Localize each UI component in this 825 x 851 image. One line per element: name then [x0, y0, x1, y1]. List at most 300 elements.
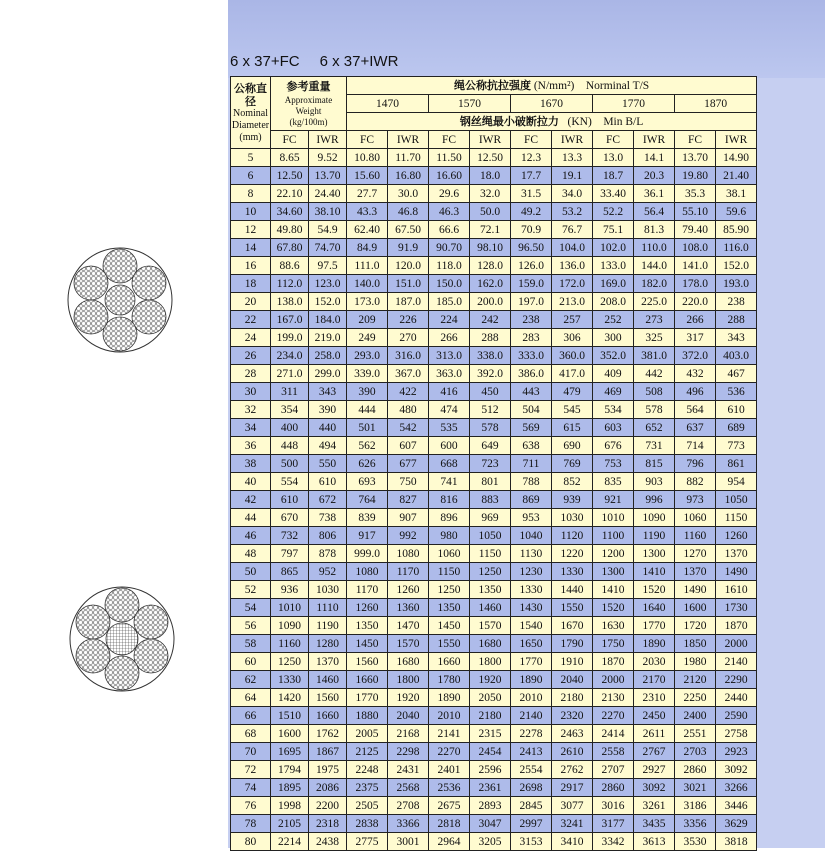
value-cell: 952	[309, 563, 347, 581]
value-cell: 317	[675, 329, 716, 347]
value-cell: 444	[347, 401, 388, 419]
value-cell: 3613	[634, 833, 675, 851]
value-cell: 1450	[347, 635, 388, 653]
value-cell: 2005	[347, 725, 388, 743]
value-cell: 2917	[552, 779, 593, 797]
value-cell: 936	[271, 581, 309, 599]
value-cell: 1980	[675, 653, 716, 671]
value-cell: 2675	[429, 797, 470, 815]
value-cell: 1190	[634, 527, 675, 545]
value-cell: 1440	[552, 581, 593, 599]
value-cell: 252	[593, 311, 634, 329]
value-cell: 110.0	[634, 239, 675, 257]
value-cell: 416	[429, 383, 470, 401]
value-cell: 13.3	[552, 149, 593, 167]
value-cell: 2130	[593, 689, 634, 707]
value-cell: 1890	[429, 689, 470, 707]
value-cell: 403.0	[716, 347, 757, 365]
value-cell: 1010	[271, 599, 309, 617]
value-cell: 209	[347, 311, 388, 329]
value-cell: 1520	[593, 599, 634, 617]
fc-header: FC	[429, 131, 470, 149]
value-cell: 2923	[716, 743, 757, 761]
value-cell: 723	[470, 455, 511, 473]
diameter-cell: 70	[231, 743, 271, 761]
table-row	[231, 491, 757, 509]
value-cell: 133.0	[593, 257, 634, 275]
value-cell: 35.3	[675, 185, 716, 203]
value-cell: 1790	[552, 635, 593, 653]
value-cell: 1250	[470, 563, 511, 581]
weight-header-cn: 参考重量	[286, 80, 331, 93]
value-cell: 2698	[511, 779, 552, 797]
value-cell: 24.40	[309, 185, 347, 203]
value-cell: 1060	[675, 509, 716, 527]
value-cell: 1360	[388, 599, 429, 617]
value-cell: 1430	[511, 599, 552, 617]
value-cell: 1150	[716, 509, 757, 527]
value-cell: 10.80	[347, 149, 388, 167]
value-cell: 2463	[552, 725, 593, 743]
value-cell: 123.0	[309, 275, 347, 293]
value-cell: 1770	[511, 653, 552, 671]
value-cell: 59.6	[716, 203, 757, 221]
value-cell: 1350	[429, 599, 470, 617]
value-cell: 534	[593, 401, 634, 419]
value-cell: 2140	[716, 653, 757, 671]
value-cell: 372.0	[675, 347, 716, 365]
value-cell: 184.0	[309, 311, 347, 329]
weight-header-en: Approximate Weight	[284, 95, 333, 116]
value-cell: 151.0	[388, 275, 429, 293]
value-cell: 610	[309, 473, 347, 491]
diameter-cell: 80	[231, 833, 271, 851]
value-cell: 367.0	[388, 365, 429, 383]
value-cell: 535	[429, 419, 470, 437]
table-row	[231, 401, 757, 419]
value-cell: 390	[309, 401, 347, 419]
value-cell: 903	[634, 473, 675, 491]
value-cell: 1550	[552, 599, 593, 617]
value-cell: 474	[429, 401, 470, 419]
weight-header-unit: (kg/100m)	[289, 117, 328, 127]
value-cell: 711	[511, 455, 552, 473]
tensile-header-cn: 绳公称抗拉强度	[453, 78, 531, 92]
value-cell: 2125	[347, 743, 388, 761]
value-cell: 1560	[309, 689, 347, 707]
value-cell: 1280	[309, 635, 347, 653]
value-cell: 2860	[675, 761, 716, 779]
value-cell: 467	[716, 365, 757, 383]
value-cell: 769	[552, 455, 593, 473]
value-cell: 816	[429, 491, 470, 509]
value-cell: 2767	[634, 743, 675, 761]
diameter-cell: 54	[231, 599, 271, 617]
value-cell: 2708	[388, 797, 429, 815]
value-cell: 1420	[271, 689, 309, 707]
value-cell: 500	[271, 455, 309, 473]
diameter-cell: 42	[231, 491, 271, 509]
value-cell: 1720	[675, 617, 716, 635]
value-cell: 2860	[593, 779, 634, 797]
value-cell: 1680	[388, 653, 429, 671]
value-cell: 442	[634, 365, 675, 383]
value-cell: 1570	[388, 635, 429, 653]
table-row	[231, 311, 757, 329]
value-cell: 14.90	[716, 149, 757, 167]
value-cell: 693	[347, 473, 388, 491]
value-cell: 861	[716, 455, 757, 473]
value-cell: 882	[675, 473, 716, 491]
value-cell: 917	[347, 527, 388, 545]
value-cell: 1350	[347, 617, 388, 635]
value-cell: 16.80	[388, 167, 429, 185]
table-row	[231, 257, 757, 275]
value-cell: 19.1	[552, 167, 593, 185]
value-cell: 257	[552, 311, 593, 329]
value-cell: 668	[429, 455, 470, 473]
value-cell: 677	[388, 455, 429, 473]
value-cell: 1050	[716, 491, 757, 509]
value-cell: 562	[347, 437, 388, 455]
header-row-tensile	[231, 77, 757, 95]
value-cell: 1370	[309, 653, 347, 671]
fc-header: FC	[511, 131, 552, 149]
value-cell: 2170	[634, 671, 675, 689]
value-cell: 21.40	[716, 167, 757, 185]
value-cell: 2315	[470, 725, 511, 743]
value-cell: 75.1	[593, 221, 634, 239]
value-cell: 1867	[309, 743, 347, 761]
diameter-header-en: Nominal Diameter (mm)	[231, 107, 270, 143]
diameter-cell: 10	[231, 203, 271, 221]
diameter-cell: 68	[231, 725, 271, 743]
value-cell: 84.9	[347, 239, 388, 257]
value-cell: 1150	[429, 563, 470, 581]
value-cell: 2611	[634, 725, 675, 743]
iwr-header: IWR	[634, 131, 675, 149]
value-cell: 773	[716, 437, 757, 455]
value-cell: 144.0	[634, 257, 675, 275]
breaking-load-table	[230, 76, 757, 851]
value-cell: 504	[511, 401, 552, 419]
value-cell: 615	[552, 419, 593, 437]
value-cell: 2214	[271, 833, 309, 851]
value-cell: 213.0	[552, 293, 593, 311]
value-cell: 49.80	[271, 221, 309, 239]
value-cell: 333.0	[511, 347, 552, 365]
value-cell: 208.0	[593, 293, 634, 311]
diameter-cell: 36	[231, 437, 271, 455]
value-cell: 38.1	[716, 185, 757, 203]
value-cell: 200.0	[470, 293, 511, 311]
value-cell: 8.65	[271, 149, 309, 167]
value-cell: 354	[271, 401, 309, 419]
value-cell: 1490	[716, 563, 757, 581]
value-cell: 921	[593, 491, 634, 509]
value-cell: 450	[470, 383, 511, 401]
value-cell: 339.0	[347, 365, 388, 383]
value-cell: 2440	[716, 689, 757, 707]
value-cell: 536	[716, 383, 757, 401]
value-cell: 1794	[271, 761, 309, 779]
value-cell: 66.6	[429, 221, 470, 239]
diameter-cell: 5	[231, 149, 271, 167]
value-cell: 15.60	[347, 167, 388, 185]
value-cell: 96.50	[511, 239, 552, 257]
value-cell: 152.0	[309, 293, 347, 311]
diameter-cell: 50	[231, 563, 271, 581]
value-cell: 74.70	[309, 239, 347, 257]
value-cell: 2318	[309, 815, 347, 833]
table-row	[231, 617, 757, 635]
value-cell: 2000	[716, 635, 757, 653]
value-cell: 17.7	[511, 167, 552, 185]
value-cell: 610	[716, 401, 757, 419]
value-cell: 293.0	[347, 347, 388, 365]
value-cell: 2000	[593, 671, 634, 689]
diameter-cell: 22	[231, 311, 271, 329]
value-cell: 352.0	[593, 347, 634, 365]
value-cell: 1250	[271, 653, 309, 671]
table-row	[231, 599, 757, 617]
tensile-header-unit: (N/mm²)	[533, 79, 575, 92]
table-row	[231, 347, 757, 365]
rope-cross-section-fc-icon	[66, 246, 174, 354]
value-cell: 11.70	[388, 149, 429, 167]
value-cell: 1330	[511, 581, 552, 599]
value-cell: 283	[511, 329, 552, 347]
header-row-types	[231, 131, 757, 149]
value-cell: 70.9	[511, 221, 552, 239]
value-cell: 839	[347, 509, 388, 527]
value-cell: 797	[271, 545, 309, 563]
value-cell: 120.0	[388, 257, 429, 275]
value-cell: 1570	[470, 617, 511, 635]
value-cell: 690	[552, 437, 593, 455]
value-cell: 1080	[388, 545, 429, 563]
value-cell: 806	[309, 527, 347, 545]
value-cell: 1670	[552, 617, 593, 635]
value-cell: 1170	[388, 563, 429, 581]
value-cell: 3366	[388, 815, 429, 833]
table-row	[231, 455, 757, 473]
value-cell: 554	[271, 473, 309, 491]
value-cell: 2180	[552, 689, 593, 707]
value-cell: 2030	[634, 653, 675, 671]
value-cell: 835	[593, 473, 634, 491]
diameter-header	[231, 77, 271, 149]
diameter-cell: 52	[231, 581, 271, 599]
value-cell: 2964	[429, 833, 470, 851]
value-cell: 550	[309, 455, 347, 473]
value-cell: 392.0	[470, 365, 511, 383]
value-cell: 33.40	[593, 185, 634, 203]
value-cell: 3186	[675, 797, 716, 815]
value-cell: 14.1	[634, 149, 675, 167]
value-cell: 1540	[511, 617, 552, 635]
table-row	[231, 797, 757, 815]
value-cell: 2431	[388, 761, 429, 779]
table-row	[231, 167, 757, 185]
value-cell: 2040	[388, 707, 429, 725]
value-cell: 159.0	[511, 275, 552, 293]
value-cell: 1770	[347, 689, 388, 707]
value-cell: 2838	[347, 815, 388, 833]
diameter-cell: 14	[231, 239, 271, 257]
value-cell: 3266	[716, 779, 757, 797]
value-cell: 1260	[388, 581, 429, 599]
value-cell: 2997	[511, 815, 552, 833]
value-cell: 3016	[593, 797, 634, 815]
value-cell: 626	[347, 455, 388, 473]
grade-header: 1770	[593, 95, 675, 113]
iwr-header: IWR	[309, 131, 347, 149]
value-cell: 2141	[429, 725, 470, 743]
table-row	[231, 185, 757, 203]
value-cell: 91.9	[388, 239, 429, 257]
table-row	[231, 221, 757, 239]
value-cell: 162.0	[470, 275, 511, 293]
value-cell: 2818	[429, 815, 470, 833]
value-cell: 72.1	[470, 221, 511, 239]
value-cell: 3241	[552, 815, 593, 833]
value-cell: 869	[511, 491, 552, 509]
value-cell: 2180	[470, 707, 511, 725]
diameter-cell: 12	[231, 221, 271, 239]
value-cell: 1160	[271, 635, 309, 653]
value-cell: 27.7	[347, 185, 388, 203]
value-cell: 2105	[271, 815, 309, 833]
value-cell: 1010	[593, 509, 634, 527]
value-cell: 306	[552, 329, 593, 347]
value-cell: 1270	[675, 545, 716, 563]
weight-header	[271, 77, 347, 131]
value-cell: 1660	[429, 653, 470, 671]
value-cell: 607	[388, 437, 429, 455]
value-cell: 3177	[593, 815, 634, 833]
value-cell: 2270	[429, 743, 470, 761]
value-cell: 178.0	[675, 275, 716, 293]
table-row	[231, 239, 757, 257]
value-cell: 12.50	[470, 149, 511, 167]
value-cell: 67.50	[388, 221, 429, 239]
value-cell: 88.6	[271, 257, 309, 275]
value-cell: 1850	[675, 635, 716, 653]
value-cell: 2758	[716, 725, 757, 743]
value-cell: 2140	[511, 707, 552, 725]
value-cell: 49.2	[511, 203, 552, 221]
value-cell: 3001	[388, 833, 429, 851]
value-cell: 140.0	[347, 275, 388, 293]
value-cell: 3047	[470, 815, 511, 833]
value-cell: 266	[429, 329, 470, 347]
table-row	[231, 275, 757, 293]
value-cell: 102.0	[593, 239, 634, 257]
value-cell: 1050	[470, 527, 511, 545]
value-cell: 1150	[470, 545, 511, 563]
value-cell: 1410	[634, 563, 675, 581]
value-cell: 1630	[593, 617, 634, 635]
value-cell: 12.50	[271, 167, 309, 185]
value-cell: 432	[675, 365, 716, 383]
value-cell: 173.0	[347, 293, 388, 311]
diameter-cell: 30	[231, 383, 271, 401]
value-cell: 266	[675, 311, 716, 329]
value-cell: 1330	[271, 671, 309, 689]
table-row	[231, 815, 757, 833]
value-cell: 2290	[716, 671, 757, 689]
value-cell: 1510	[271, 707, 309, 725]
value-cell: 689	[716, 419, 757, 437]
value-cell: 545	[552, 401, 593, 419]
value-cell: 1330	[552, 563, 593, 581]
value-cell: 81.3	[634, 221, 675, 239]
table-row	[231, 383, 757, 401]
value-cell: 2086	[309, 779, 347, 797]
value-cell: 672	[309, 491, 347, 509]
value-cell: 50.0	[470, 203, 511, 221]
value-cell: 343	[309, 383, 347, 401]
value-cell: 508	[634, 383, 675, 401]
value-cell: 197.0	[511, 293, 552, 311]
value-cell: 1260	[347, 599, 388, 617]
value-cell: 603	[593, 419, 634, 437]
value-cell: 104.0	[552, 239, 593, 257]
value-cell: 1460	[309, 671, 347, 689]
value-cell: 288	[470, 329, 511, 347]
value-cell: 2010	[429, 707, 470, 725]
value-cell: 30.0	[388, 185, 429, 203]
value-cell: 1660	[309, 707, 347, 725]
value-cell: 138.0	[271, 293, 309, 311]
diameter-cell: 44	[231, 509, 271, 527]
value-cell: 1100	[593, 527, 634, 545]
value-cell: 1160	[675, 527, 716, 545]
value-cell: 1090	[634, 509, 675, 527]
table-row	[231, 671, 757, 689]
value-cell: 3153	[511, 833, 552, 851]
value-cell: 676	[593, 437, 634, 455]
value-cell: 542	[388, 419, 429, 437]
value-cell: 90.70	[429, 239, 470, 257]
value-cell: 796	[675, 455, 716, 473]
value-cell: 969	[470, 509, 511, 527]
value-cell: 2707	[593, 761, 634, 779]
value-cell: 38.10	[309, 203, 347, 221]
value-cell: 238	[511, 311, 552, 329]
value-cell: 271.0	[271, 365, 309, 383]
value-cell: 1730	[716, 599, 757, 617]
value-cell: 1190	[309, 617, 347, 635]
value-cell: 31.5	[511, 185, 552, 203]
value-cell: 1890	[511, 671, 552, 689]
value-cell: 32.0	[470, 185, 511, 203]
value-cell: 732	[271, 527, 309, 545]
spec-fc-label: 6 x 37+FC	[230, 53, 300, 70]
value-cell: 1600	[271, 725, 309, 743]
value-cell: 3356	[675, 815, 716, 833]
value-cell: 19.80	[675, 167, 716, 185]
value-cell: 738	[309, 509, 347, 527]
value-cell: 343	[716, 329, 757, 347]
table-row	[231, 653, 757, 671]
value-cell: 226	[388, 311, 429, 329]
value-cell: 2551	[675, 725, 716, 743]
value-cell: 852	[552, 473, 593, 491]
grade-header: 1470	[347, 95, 429, 113]
value-cell: 300	[593, 329, 634, 347]
